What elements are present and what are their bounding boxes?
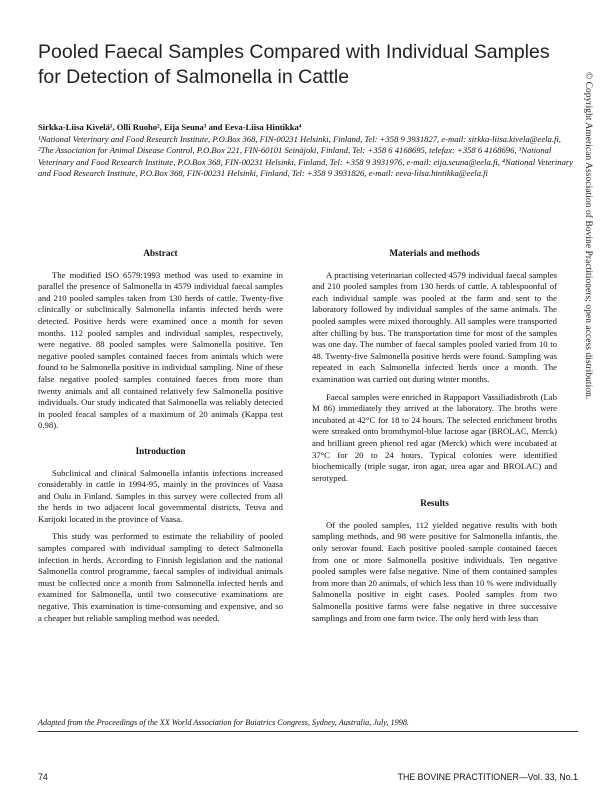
introduction-paragraph-2: This study was performed to estimate the reliability of pooled samples compared with individual sampling to detect Salmonella infection in herds. According to Finnish legislation and the national Salmonella control programme, faecal samples of individual animals must be collected once a month from Salmonella infected herds and examined for Salmonella, until two consecutive examinations are negative. This examination is time-consuming and expensive, and so a cheaper but reliable sampling method was needed. <box>38 531 283 623</box>
results-heading: Results <box>420 498 449 509</box>
title-line-1: Pooled Faecal Samples Compared with Individual Samples <box>38 41 550 63</box>
right-column <box>312 248 557 630</box>
page-title <box>38 40 578 90</box>
author-affiliations: ¹National Veterinary and Food Research Institute, P.O.Box 368, FIN-00231 Helsinki, Finland, Tel: +358 9 3931827, e-mail: sirkka-liisa.kivela@eela.fi, ²The Association for Animal Disease Control, P.O.Box 221, FIN-60101 Seinäjoki, Finland, Tel: +358 6 4168695, telefax: +358 6 4168696, ³National Veterinary and Food Research Institute, P.O.Box 368, FIN-00231 Helsinki, Finland, Tel: +358 9 3931976, e-mail: eija.seuna@eela.fi, ⁴National Veterinary and Food Research Institute, P.O.Box 368, FIN-00231 Helsinki, Finland, Tel: +358 9 3931826, e-mail: eeva-liisa.hintikka@eela.fi <box>38 133 574 179</box>
methods-paragraph-2: Faecal samples were enriched in Rappaport Vassiliadisbroth (Lab M 86) immediately they arrived at the laboratory. The broths were incubated at 42°C for 18 to 24 hours. The selected enrichment broths were streaked onto bromthymol-blue lactose agar (BROLAC, Merck) and brilliant green phenol red agar (Merck) which were incubated at 37°C for 20 to 24 hours. Typical colonies were identified biochemically (triple sugar, iron agar, urea agar and BROLAC) and serotyped. <box>312 391 557 483</box>
methods-heading: Materials and methods <box>389 248 480 258</box>
introduction-heading: Introduction <box>135 445 186 456</box>
left-column <box>38 248 283 630</box>
introduction-paragraph-1: Subclinical and clinical Salmonella infantis infections increased considerably in cattle in 1994-95, mainly in the provinces of Vaasa and Oulu in Finland. Samples in this survey were collected from all the herds in two adjacent local governmental districts, Teuva and Karijoki located in the province of Vaasa. <box>38 467 283 524</box>
methods-paragraph-1: A practising veterinarian collected 4579 individual faecal samples and 210 pooled samples from 130 herds of cattle. A tablespoonful of each individual sample was pooled at the farm and sent to the laboratory followed by individual samples of the same animals. The pooled samples were mixed thoroughly. All samples were transported after chilling by bus. The transportation time for most of the samples was one day. The number of faecal samples pooled varied from 10 to 48. Twenty-five Salmonella positive herds were found. Sampling was repeated in each Salmonella infected herds once a month. The examination was carried out during winter months. <box>312 269 557 384</box>
title-line-2: for Detection of Salmonella in Cattle <box>38 66 350 88</box>
copyright-notice: © Copyright American Association of Bovine Practitioners; open access distribution. <box>583 72 593 400</box>
author-names: Sirkka-Liisa Kivelä¹, Olli Ruoho², Eija Seuna³ and Eeva-Liisa Hintikka⁴ <box>38 122 302 132</box>
abstract-heading: Abstract <box>143 248 178 258</box>
journal-name: THE BOVINE PRACTITIONER—Vol. 33, No.1 <box>397 772 578 782</box>
footer-divider <box>38 731 578 732</box>
results-paragraph-1: Of the pooled samples, 112 yielded negative results with both sampling methods, and 98 were positive for Salmonella infantis, the only serovar found. Each positive pooled sample contained faeces from one or more Salmonella positive individuals. Ten negative pooled samples were false negative. Nine of them contained samples from more than 20 animals, of which less than 10 % were individually Salmonella positive in eight cases. Pooled samples from two Salmonella positive farms were false negative in three successive samplings and from one farm twice. The only herd with less than <box>312 519 557 623</box>
page-number: 74 <box>38 772 48 782</box>
author-block <box>38 122 578 180</box>
adapted-note: Adapted from the Proceedings of the XX World Association for Buiatrics Congress, Sydney, Australia, July, 1998. <box>38 718 409 727</box>
abstract-text: The modified ISO 6579:1993 method was used to examine in parallel the presence of Salmonella in 4579 individual faecal samples and 210 pooled samples taken from 130 herds of cattle. Twenty-five clinically or subclinically Salmonella infantis infected herds were detected. Positive herds were examined once a month for seven months. 112 pooled samples and individual samples, respectively, were negative. 88 pooled samples were Salmonella positive. Ten negative pooled samples contained faeces from animals which were found to be Salmonella positive in individual sampling. Nine of these false negative pooled samples contained faeces from more than twenty animals and all contained relatively few Salmonella positive individuals. Our study indicated that Salmonella was reliably detected in pooled feacal samples of a maximum of 20 animals (Kappa test 0.98). <box>38 269 283 431</box>
